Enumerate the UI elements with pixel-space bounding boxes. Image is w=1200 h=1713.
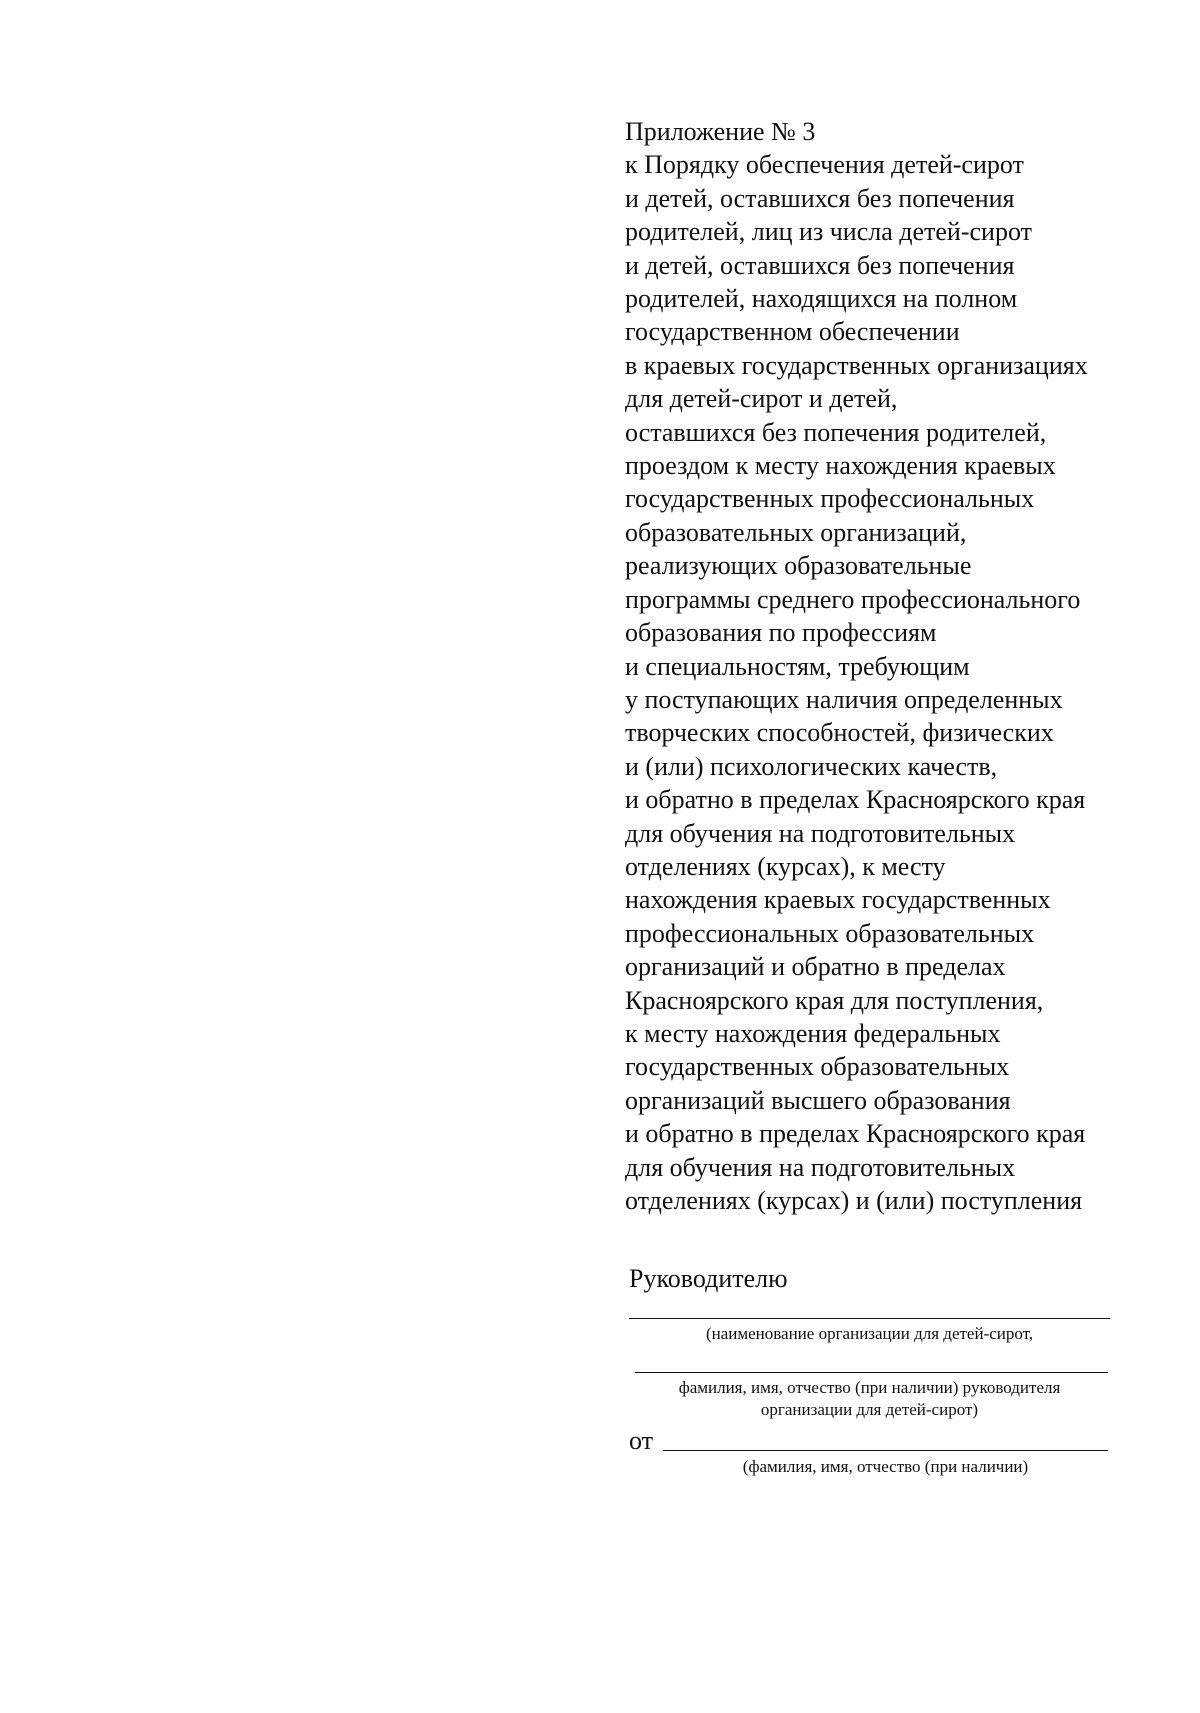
appendix-line: и обратно в пределах Красноярского края <box>625 1119 1086 1149</box>
appendix-line: государственных профессиональных <box>625 484 1035 514</box>
appendix-line: организаций и обратно в пределах <box>625 952 1006 982</box>
appendix-line: государственном обеспечении <box>625 317 960 347</box>
applicant-name-field[interactable] <box>663 1450 1108 1451</box>
appendix-line: отделениях (курсах), к месту <box>625 851 946 881</box>
appendix-line: творческих способностей, физических <box>625 718 1054 748</box>
head-name-field[interactable] <box>635 1372 1108 1373</box>
appendix-line: организаций высшего образования <box>625 1085 1011 1115</box>
appendix-line: для обучения на подготовительных <box>625 1152 1016 1182</box>
appendix-line: нахождения краевых государственных <box>625 885 1051 915</box>
applicant-name-caption: (фамилия, имя, отчество (при наличии) <box>742 1457 1029 1476</box>
appendix-line: родителей, находящихся на полном <box>625 284 1018 314</box>
appendix-line: родителей, лиц из числа детей-сирот <box>625 217 1032 247</box>
appendix-line: программы среднего профессионального <box>625 584 1081 614</box>
appendix-line: Приложение № 3 <box>625 117 816 146</box>
appendix-line: и обратно в пределах Красноярского края <box>625 785 1086 815</box>
appendix-line: у поступающих наличия определенных <box>625 684 1063 714</box>
head-name-caption-line1: фамилия, имя, отчество (при наличии) руководителя <box>678 1378 1061 1397</box>
appendix-line: в краевых государственных организациях <box>625 350 1088 380</box>
addressee-title: Руководителю <box>629 1264 788 1293</box>
appendix-line: профессиональных образовательных <box>625 918 1035 948</box>
appendix-line: проездом к месту нахождения краевых <box>625 451 1056 481</box>
from-label: от <box>629 1426 654 1455</box>
appendix-line: отделениях (курсах) и (или) поступления <box>625 1186 1083 1215</box>
appendix-header-block <box>625 115 1165 1217</box>
appendix-line: образовательных организаций, <box>625 517 967 547</box>
appendix-line: образования по профессиям <box>625 618 937 648</box>
appendix-line: и специальностям, требующим <box>625 651 970 681</box>
appendix-line: Красноярского края для поступления, <box>625 985 1044 1015</box>
appendix-line: реализующих образовательные <box>625 551 972 581</box>
appendix-line: государственных образовательных <box>625 1052 1010 1082</box>
appendix-line: и детей, оставшихся без попечения <box>625 183 1015 213</box>
head-name-caption-line2: организации для детей-сирот) <box>760 1400 979 1419</box>
appendix-line: для обучения на подготовительных <box>625 818 1016 848</box>
appendix-line: и (или) психологических качеств, <box>625 751 998 781</box>
organization-name-caption: (наименование организации для детей-сирот, <box>705 1324 1034 1343</box>
appendix-line: к Порядку обеспечения детей-сирот <box>625 150 1024 180</box>
organization-name-field[interactable] <box>629 1318 1110 1319</box>
appendix-line: и детей, оставшихся без попечения <box>625 250 1015 280</box>
appendix-line: для детей-сирот и детей, <box>625 384 898 414</box>
appendix-line: оставшихся без попечения родителей, <box>625 417 1047 447</box>
appendix-line: к месту нахождения федеральных <box>625 1018 1001 1048</box>
